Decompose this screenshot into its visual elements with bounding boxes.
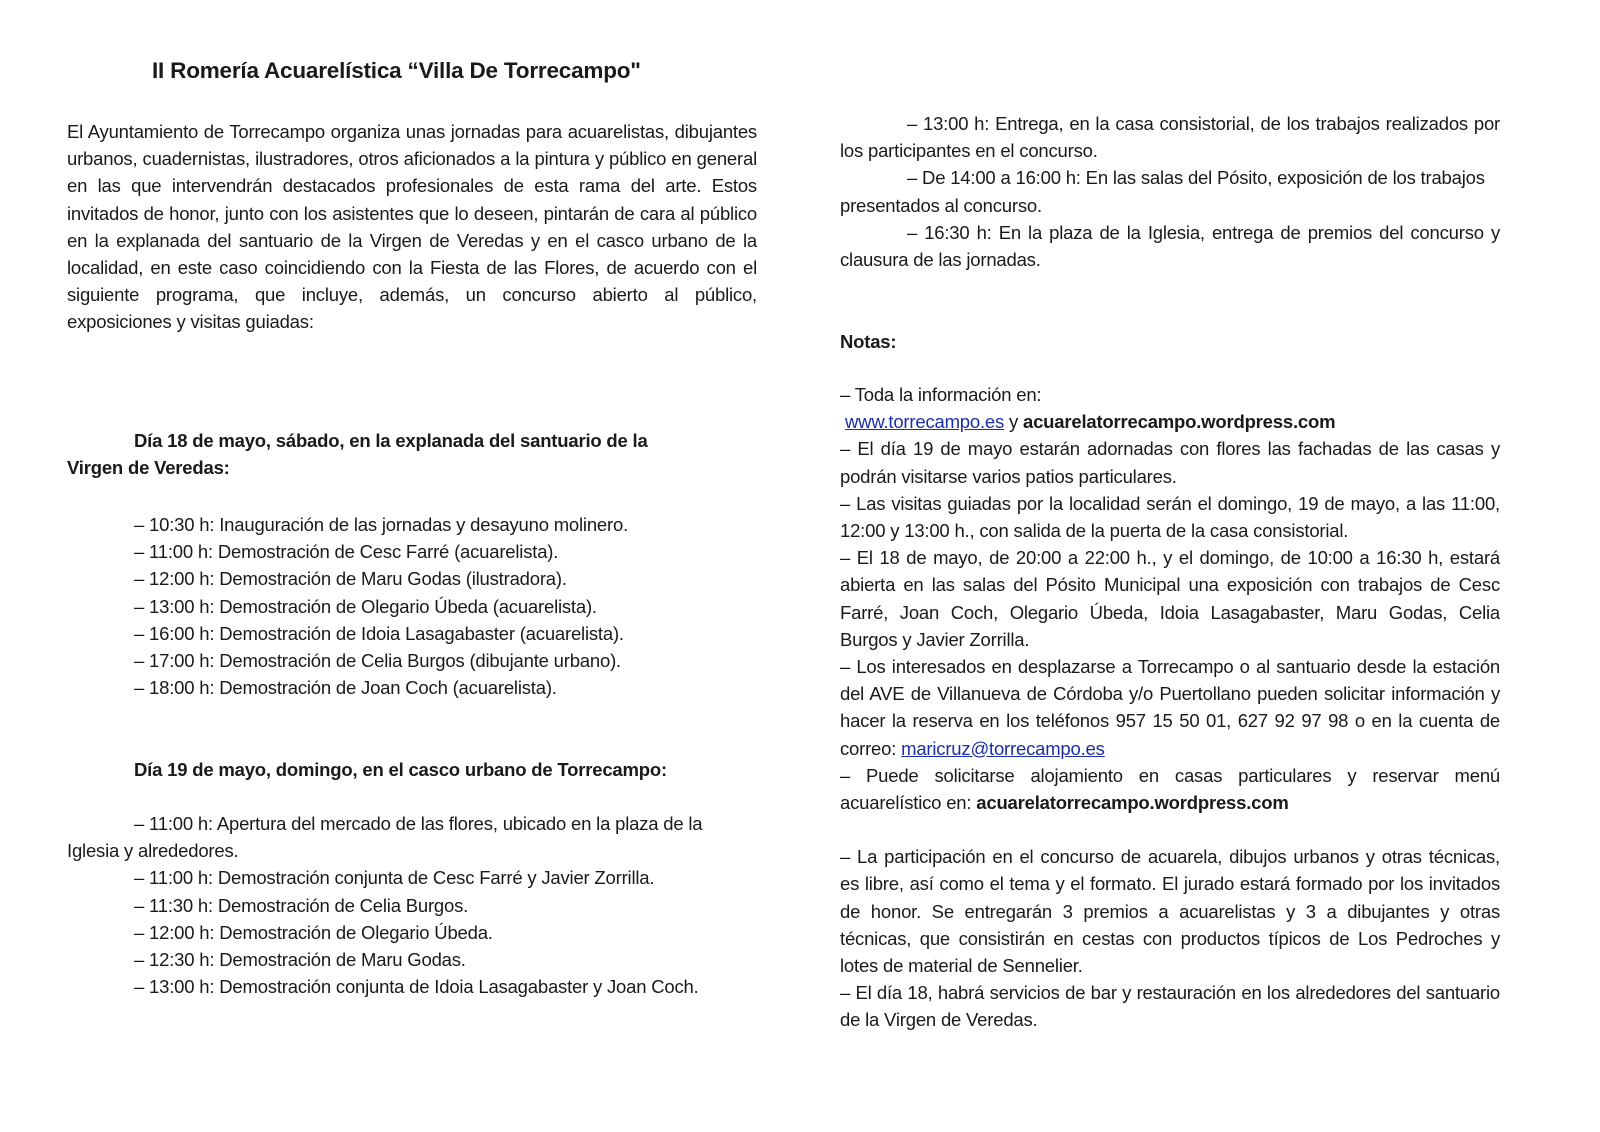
blog-site: acuarelatorrecampo.wordpress.com: [1022, 411, 1336, 433]
document-title: II Romería Acuarelística “Villa De Torrecampo": [152, 58, 641, 83]
schedule-item: – De 14:00 a 16:00 h: En las salas del Pósito, exposición de los trabajos presentados al concurso.: [840, 167, 1485, 216]
note-info-links: [840, 408, 1500, 435]
schedule-item: – 11:00 h: Apertura del mercado de las flores, ubicado en la plaza de la Iglesia y alrededores.: [67, 813, 703, 862]
schedule-item: – 17:00 h: Demostración de Celia Burgos (dibujante urbano).: [134, 650, 621, 672]
note-contact: [840, 653, 1500, 762]
day18-schedule: [67, 511, 628, 701]
conjunction: y: [1004, 411, 1023, 433]
schedule-item: – 18:00 h: Demostración de Joan Coch (acuarelista).: [134, 677, 557, 699]
schedule-item: – 13:00 h: Entrega, en la casa consistorial, de los trabajos realizados por los participantes en el concurso.: [840, 113, 1500, 162]
day18-heading: Día 18 de mayo, sábado, en la explanada del santuario de la Virgen de Veredas:: [67, 430, 648, 479]
schedule-item: – 10:30 h: Inauguración de las jornadas y desayuno molinero.: [134, 514, 629, 535]
schedule-item: – 12:00 h: Demostración de Maru Godas (ilustradora).: [134, 568, 567, 590]
schedule-item: – 16:30 h: En la plaza de la Iglesia, entrega de premios del concurso y clausura de las jornadas.: [840, 221, 1500, 271]
notes-heading: Notas:: [840, 331, 897, 352]
website-link[interactable]: www.torrecampo.es: [845, 411, 1005, 433]
schedule-item: – 11:00 h: Demostración conjunta de Cesc Farré y Javier Zorrilla.: [134, 867, 655, 889]
schedule-item: – 12:00 h: Demostración de Olegario Úbeda.: [134, 921, 493, 943]
day19-schedule-continued: [840, 110, 1500, 273]
schedule-item: – 13:00 h: Demostración conjunta de Idoia Lasagabaster y Joan Coch.: [134, 976, 699, 998]
note-contest: – La participación en el concurso de acuarela, dibujos urbanos y otras técnicas, es libre, así como el tema y el formato. El jurado estará formado por los invitados de honor. Se entregarán 3 premios a acuarelistas y 3 a dibujantes y otras técnicas, que consistirán en cestas con productos típicos de Los Pedroches y lotes de material de Sennelier.: [840, 846, 1500, 977]
schedule-item: – 11:00 h: Demostración de Cesc Farré (acuarelista).: [134, 541, 559, 563]
note-bar: – El día 18, habrá servicios de bar y restauración en los alrededores del santuario de la Virgen de Veredas.: [840, 982, 1500, 1031]
intro-paragraph: El Ayuntamiento de Torrecampo organiza unas jornadas para acuarelistas, dibujantes urbanos, cuadernistas, ilustradores, otros aficionados a la pintura y público en general en las que intervendrán destacados profesionales de esta rama del arte. Estos invitados de honor, junto con los asistentes que lo deseen, pintarán de cara al público en la explanada del santuario de la Virgen de Veredas y en el casco urbano de la localidad, en este caso coincidiendo con la Fiesta de las Flores, de acuerdo con el siguiente programa, que incluye, además, un concurso abierto al público, exposiciones y visitas guiadas:: [67, 121, 757, 333]
schedule-item: – 11:30 h: Demostración de Celia Burgos.: [134, 894, 469, 916]
note-item: – El día 19 de mayo estarán adornadas con flores las fachadas de las casas y podrán visitarse varios patios particulares.: [840, 438, 1500, 487]
email-link[interactable]: maricruz@torrecampo.es: [901, 737, 1105, 759]
note-item: – Las visitas guiadas por la localidad serán el domingo, 19 de mayo, a las 11:00, 12:00 y 13:00 h., con salida de la puerta de la casa consistorial.: [840, 492, 1500, 542]
schedule-item: – 16:00 h: Demostración de Idoia Lasagabaster (acuarelista).: [134, 622, 624, 644]
schedule-item: – 13:00 h: Demostración de Olegario Úbeda (acuarelista).: [134, 595, 597, 617]
note-lodging: [840, 762, 1500, 816]
day19-heading: Día 19 de mayo, domingo, en el casco urbano de Torrecampo:: [134, 759, 667, 780]
note-info-label: – Toda la información en:: [840, 384, 1042, 405]
schedule-item: – 12:30 h: Demostración de Maru Godas.: [134, 949, 466, 971]
lodging-text: – Puede solicitarse alojamiento en casas particulares y reservar menú acuarelístico en:: [840, 764, 1500, 814]
notes-list: [840, 381, 1500, 1034]
note-item: – El 18 de mayo, de 20:00 a 22:00 h., y el domingo, de 10:00 a 16:30 h, estará abierta en las salas del Pósito Municipal una exposición con trabajos de Cesc Farré, Joan Coch, Olegario Úbeda, Idoia Lasagabaster, Maru Godas, Celia Burgos y Javier Zorrilla.: [840, 547, 1500, 650]
lodging-site: acuarelatorrecampo.wordpress.com: [976, 792, 1289, 814]
day19-schedule: [67, 810, 739, 1000]
contact-text: – Los interesados en desplazarse a Torrecampo o al santuario desde la estación del AVE de Villanueva de Córdoba y/o Puertollano pueden solicitar información y hacer la reserva en los teléfonos 957 15 50 01, 627 92 97 98 o en la cuenta de correo:: [840, 656, 1500, 759]
